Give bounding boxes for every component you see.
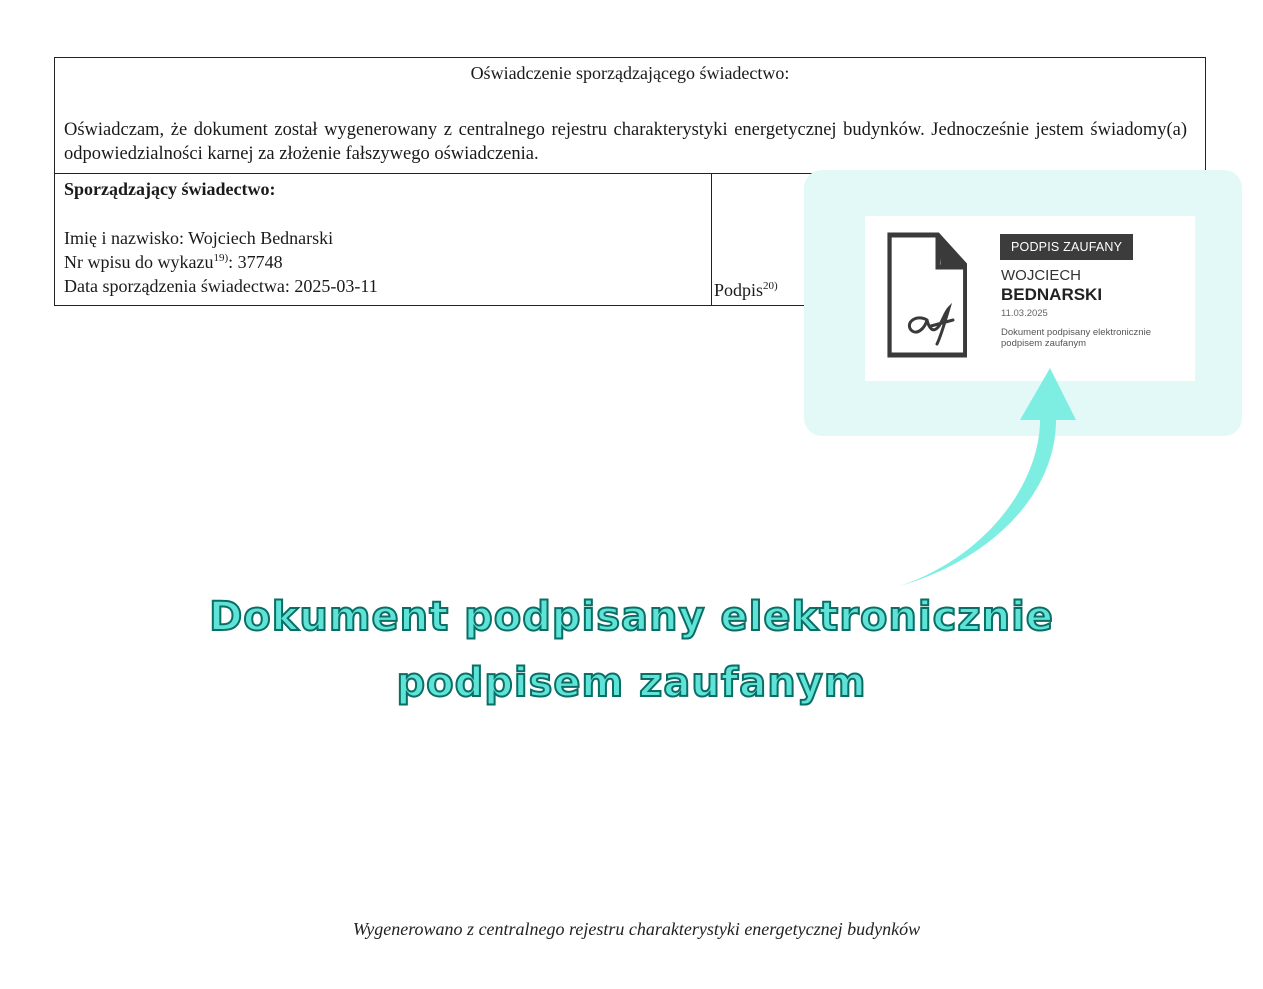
stamp-description: Dokument podpisany elektronicznie podpisem zaufanym — [1001, 327, 1151, 349]
signer-name-label: Imię i nazwisko: — [64, 228, 184, 248]
date-label: Data sporządzenia świadectwa: — [64, 276, 290, 296]
registry-label: Nr wpisu do wykazu — [64, 252, 214, 272]
stamp-date: 11.03.2025 — [1001, 308, 1048, 319]
signature-footnote: 20) — [763, 280, 778, 292]
callout-line-2: podpisem zaufanym — [396, 660, 867, 706]
footer-note: Wygenerowano z centralnego rejestru charakterystyki energetycznej budynków — [352, 919, 921, 939]
signer-heading: Sporządzający świadectwo: — [64, 179, 276, 199]
signer-registry-line: Nr wpisu do wykazu$^{19)}$: 37748 — [64, 252, 283, 272]
signer-name-value: Wojciech Bednarski — [188, 228, 334, 248]
stamp-first-name: WOJCIECH — [1001, 267, 1081, 284]
registry-value: 37748 — [237, 252, 283, 272]
registry-footnote: 19) — [213, 252, 229, 264]
stamp-last-name: BEDNARSKI — [1001, 285, 1103, 304]
statement-body: Oświadczam, że dokument został wygenerowany z centralnego rejestru charakterystyki energetycznej budynków. Jednocześnie jestem świadomy(a) odpowiedzialności karnej za złożenie fałszywego oświadczenia. — [64, 120, 1187, 164]
stamp-badge: PODPIS ZAUFANY — [1000, 234, 1133, 260]
signature-label-text: Podpis — [714, 280, 764, 300]
date-value: 2025-03-11 — [294, 276, 378, 296]
callout-line-1: Dokument podpisany elektronicznie — [209, 594, 1054, 640]
statement-title: Oświadczenie sporządzającego świadectwo: — [470, 63, 790, 83]
